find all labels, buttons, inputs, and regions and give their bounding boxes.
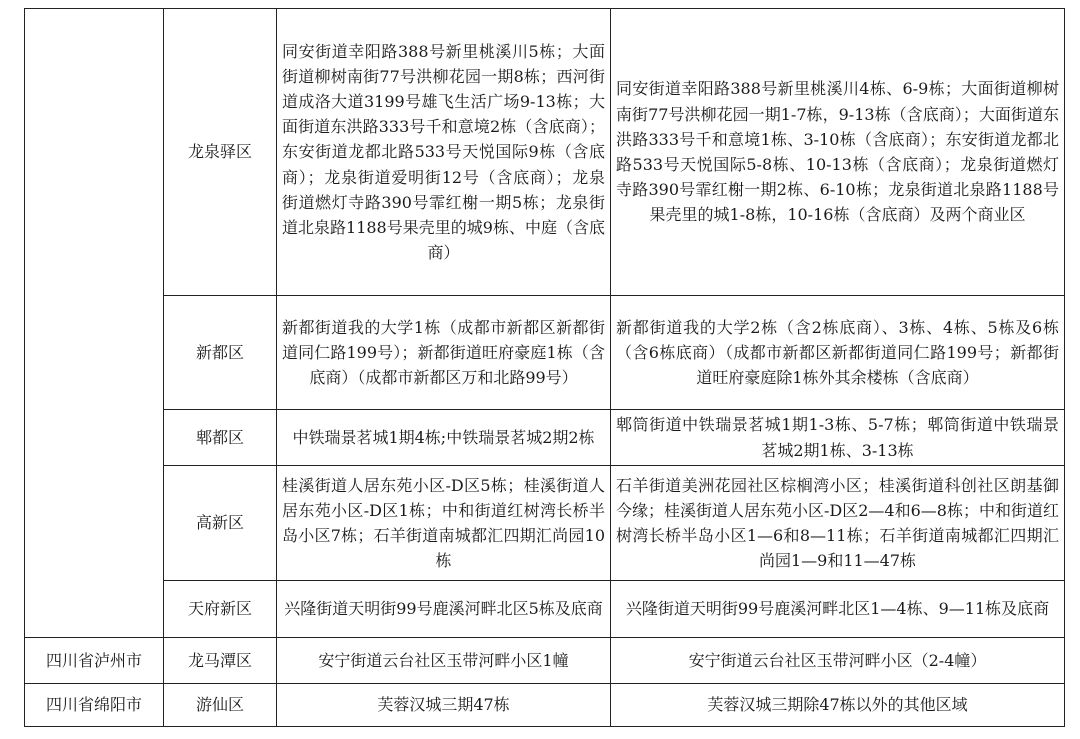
col1-cell: 同安街道幸阳路388号新里桃溪川5栋；大面街道柳树南街77号洪柳花园一期8栋；西河街道成洛大道3199号雄飞生活广场9-13栋；大面街道东洪路333号千和意境2栋（含底商）；东安街道龙都北路533号天悦国际9栋（含底商）；龙泉街道爱明街12号（含底商）；龙泉街道燃灯寺路390号霏红榭一期5栋；龙泉街道北泉路1188号果壳里的城9栋、中庭（含底商） <box>277 9 611 296</box>
city-cell: 四川省泸州市 <box>25 638 164 684</box>
col1-cell: 安宁街道云台社区玉带河畔小区1幢 <box>277 638 611 684</box>
risk-area-table <box>24 8 1065 727</box>
col2-cell: 同安街道幸阳路388号新里桃溪川4栋、6-9栋；大面街道柳树南街77号洪柳花园一期1-7栋，9-13栋（含底商）；大面街道东洪路333号千和意境1栋、3-10栋（含底商）；东安街道龙都北路533号天悦国际5-8栋、10-13栋（含底商）；龙泉街道燃灯寺路390号霏红榭一期2栋、6-10栋；龙泉街道北泉路1188号果壳里的城1-8栋，10-16栋（含底商）及两个商业区 <box>611 9 1065 296</box>
table-row <box>25 466 1065 581</box>
col2-cell: 芙蓉汉城三期除47栋以外的其他区域 <box>611 684 1065 727</box>
city-cell: 四川省绵阳市 <box>25 684 164 727</box>
col1-cell: 芙蓉汉城三期47栋 <box>277 684 611 727</box>
col2-cell: 新都街道我的大学2栋（含2栋底商）、3栋、4栋、5栋及6栋（含6栋底商）（成都市新都区新都街道同仁路199号；新都街道旺府豪庭除1栋外其余楼栋（含底商） <box>611 296 1065 410</box>
table-row <box>25 410 1065 466</box>
district-cell: 龙马潭区 <box>164 638 277 684</box>
district-cell: 天府新区 <box>164 581 277 638</box>
table-row <box>25 9 1065 296</box>
col2-cell: 安宁街道云台社区玉带河畔小区（2-4幢） <box>611 638 1065 684</box>
col2-cell: 郫筒街道中铁瑞景茗城1期1-3栋、5-7栋；郫筒街道中铁瑞景茗城2期1栋、3-13栋 <box>611 410 1065 466</box>
col1-cell: 中铁瑞景茗城1期4栋;中铁瑞景茗城2期2栋 <box>277 410 611 466</box>
col1-cell: 兴隆街道天明街99号鹿溪河畔北区5栋及底商 <box>277 581 611 638</box>
col1-cell: 新都街道我的大学1栋（成都市新都区新都街道同仁路199号）；新都街道旺府豪庭1栋（含底商）（成都市新都区万和北路99号） <box>277 296 611 410</box>
table-row <box>25 581 1065 638</box>
district-cell: 游仙区 <box>164 684 277 727</box>
district-cell: 郫都区 <box>164 410 277 466</box>
col1-cell: 桂溪街道人居东苑小区-D区5栋；桂溪街道人居东苑小区-D区1栋；中和街道红树湾长桥半岛小区7栋；石羊街道南城都汇四期汇尚园10栋 <box>277 466 611 581</box>
district-cell: 高新区 <box>164 466 277 581</box>
col2-cell: 石羊街道美洲花园社区棕榈湾小区；桂溪街道科创社区朗基御今缘；桂溪街道人居东苑小区-D区2—4和6—8栋；中和街道红树湾长桥半岛小区1—6和8—11栋；石羊街道南城都汇四期汇尚园1—9和11—47栋 <box>611 466 1065 581</box>
city-cell <box>25 9 164 638</box>
district-cell: 新都区 <box>164 296 277 410</box>
table-row <box>25 638 1065 684</box>
district-cell: 龙泉驿区 <box>164 9 277 296</box>
table-row <box>25 684 1065 727</box>
col2-cell: 兴隆街道天明街99号鹿溪河畔北区1—4栋、9—11栋及底商 <box>611 581 1065 638</box>
table-row <box>25 296 1065 410</box>
